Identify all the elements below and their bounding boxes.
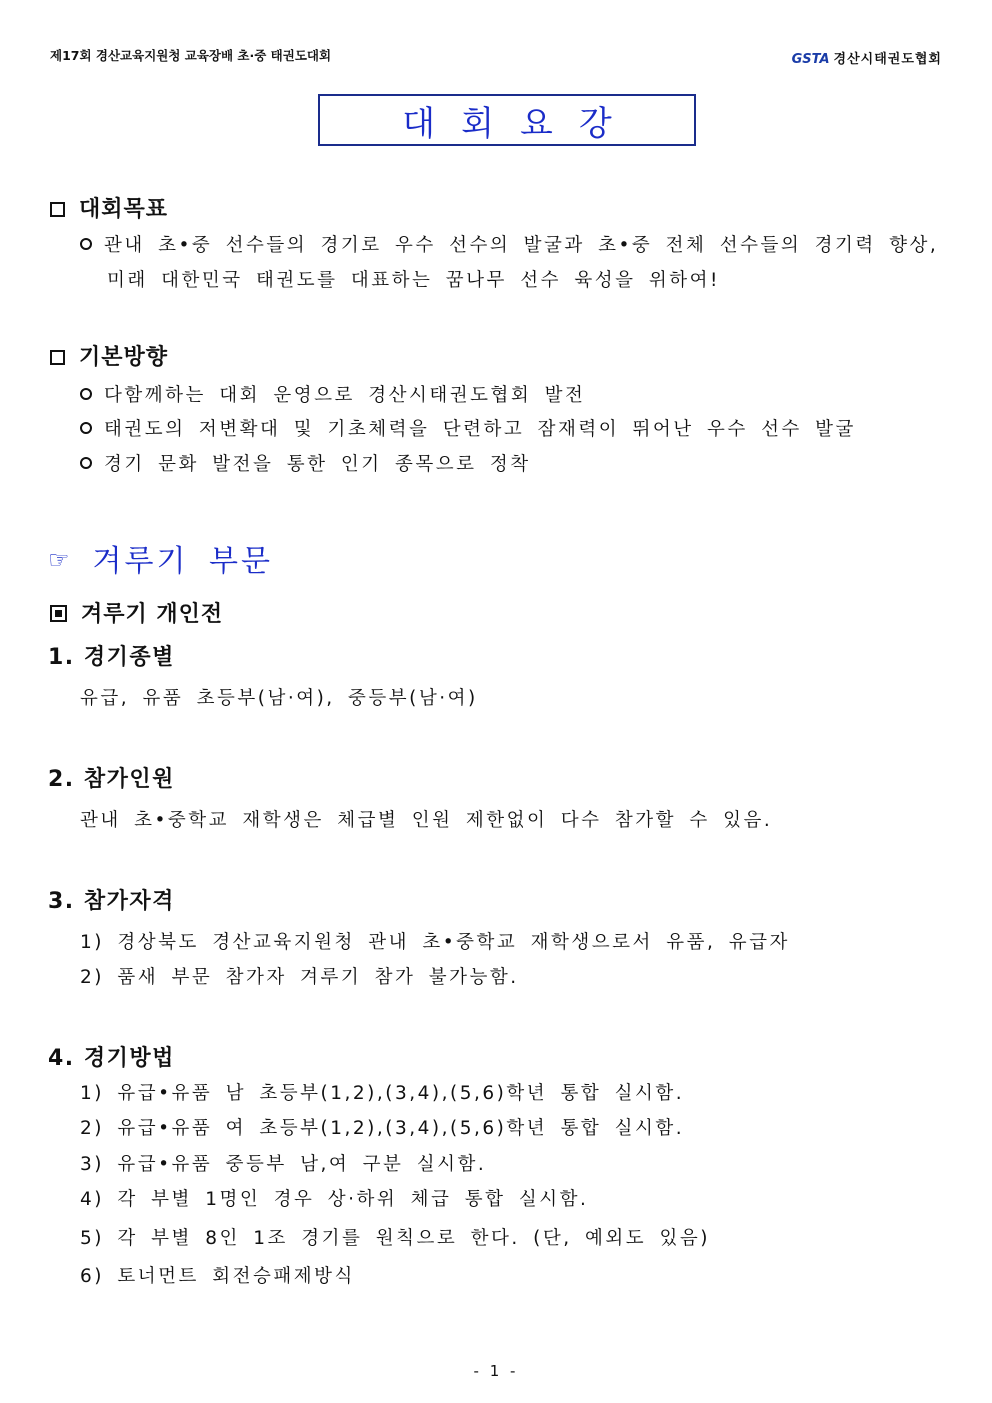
title-box: [318, 94, 696, 146]
direction-item: [80, 381, 585, 407]
division-sub-label: 겨루기 개인전: [81, 602, 224, 627]
header-doc-title: 제17회 경산교육지원청 교육장배 초·중 태권도대회: [50, 48, 332, 63]
gsta-logo: GSTA: [791, 52, 830, 67]
section-1-text: 유급, 유품 초등부(남·여), 중등부(남·여): [80, 688, 478, 709]
section-2-text: 관내 초•중학교 재학생은 체급별 인원 제한없이 다수 참가할 수 있음.: [80, 810, 773, 831]
section-3-item: 2) 품새 부문 참가자 겨루기 참가 불가능함.: [80, 967, 519, 988]
direction-text: 태권도의 저변확대 및 기초체력을 단련하고 잠재력이 뛰어난 우수 선수 발굴: [104, 419, 856, 440]
section-2-heading: 2. 참가인원: [48, 767, 175, 792]
section-4-heading: 4. 경기방법: [48, 1046, 175, 1071]
section-1-heading: 1. 경기종별: [48, 645, 175, 670]
section-4-item: 4) 각 부별 1명인 경우 상·하위 체급 통합 실시함.: [80, 1189, 589, 1210]
section-3-item: 1) 경상북도 경산교육지원청 관내 초•중학교 재학생으로서 유품, 유급자: [80, 932, 790, 953]
circle-bullet-icon: [80, 422, 92, 434]
direction-text: 경기 문화 발전을 통한 인기 종목으로 정착: [104, 454, 531, 475]
section-4-item: 6) 토너먼트 회전승패제방식: [80, 1266, 355, 1287]
section-direction-heading: [50, 340, 168, 371]
section-4-item: 2) 유급•유품 여 초등부(1,2),(3,4),(5,6)학년 통합 실시함.: [80, 1118, 685, 1139]
direction-item: [80, 450, 531, 476]
division-sub-heading: [50, 597, 223, 628]
section-3-heading: 3. 참가자격: [48, 889, 175, 914]
section-4-item: 5) 각 부별 8인 1조 경기를 원칙으로 한다. (단, 예외도 있음): [80, 1228, 710, 1249]
section-goal-heading: [50, 192, 168, 223]
checkbox-square-icon: [50, 350, 65, 365]
section-4-item: 1) 유급•유품 남 초등부(1,2),(3,4),(5,6)학년 통합 실시함.: [80, 1083, 685, 1104]
checkbox-square-icon: [50, 202, 65, 217]
division-title-text: 겨루기 부문: [92, 544, 273, 579]
section-direction-label: 기본방향: [79, 345, 169, 370]
circle-bullet-icon: [80, 457, 92, 469]
page-title: 대회요강: [402, 103, 638, 144]
header-association: [792, 48, 942, 67]
filled-square-icon: [50, 605, 67, 622]
division-title: [48, 536, 273, 580]
goal-text-1: 관내 초•중 선수들의 경기로 우수 선수의 발굴과 초•중 전체 선수들의 경기력 향상,: [104, 235, 939, 256]
section-4-item: 3) 유급•유품 중등부 남,여 구분 실시함.: [80, 1154, 487, 1175]
goal-line-1: [80, 231, 938, 257]
association-name: 경산시태권도협회: [833, 52, 942, 67]
section-goal-label: 대회목표: [79, 197, 169, 222]
direction-item: [80, 415, 856, 441]
circle-bullet-icon: [80, 388, 92, 400]
page-number: - 1 -: [473, 1362, 519, 1380]
goal-line-2: 미래 대한민국 태권도를 대표하는 꿈나무 선수 육성을 위하여!: [107, 270, 720, 291]
direction-text: 다함께하는 대회 운영으로 경산시태권도협회 발전: [104, 385, 586, 406]
pointing-hand-icon: ☞: [48, 546, 73, 574]
circle-bullet-icon: [80, 238, 92, 250]
